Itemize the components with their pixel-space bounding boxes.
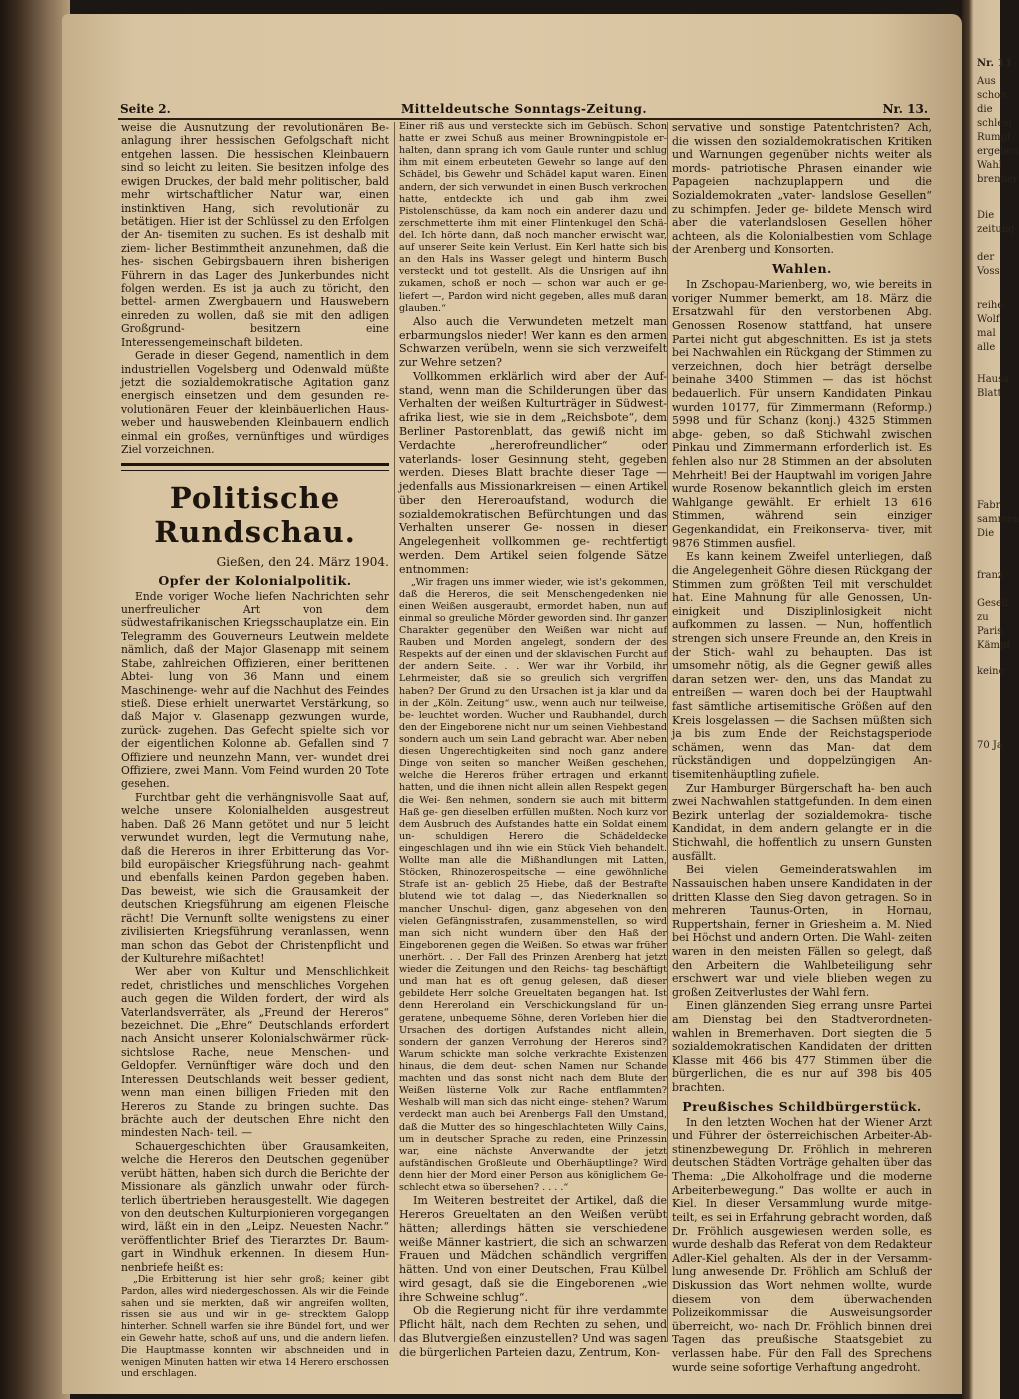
- fragment: Wahl: [977, 160, 1003, 171]
- fragment: mal: [977, 328, 996, 339]
- fragment: die: [977, 104, 993, 115]
- fragment: sammen: [977, 514, 1019, 525]
- paragraph: weise die Ausnutzung der revolutionären Be- anlagung ihrer hessischen Gefolgschaft nicht entgehen lassen. Die hessischen Kleinbauern sind so leicht zu leiten. Sie besitzen infolge des ewigen Druckes, der bald mehr politischer, bald mehr wirtschaftlicher Natur war, einen instinktiven Hang, sich revolutionär zu betätigen. Hier ist der Schlüssel zu den Erfolgen der An- tisemiten zu suchen. Es ist deshalb mit ziem- licher Bestimmtheit anzunehmen, daß die hes- sischen Gebirgsbauern ihren bisherigen Führern in das Lager des Junkerbundes nicht folgen werden. Es ist ja auch zu töricht, den bettel- armen Zwergbauern und Hauswebern einreden zu wollen, daß sie mit den adligen Großgrund- besitzern eine Interessengemeinschaft bildeten.: [121, 121, 389, 349]
- fragment: Fabr: [977, 500, 1001, 511]
- paragraph: servative und sonstige Patentchristen? Ach, die wissen den sozialdemokratischen Kritiken und Warnungen gegenüber nichts weiter als mords- patriotische Phrasen einander wie Papageien nachzuplappern und die Sozialdemokraten „vater- landslose Gesellen“ zu schimpfen. Jeder ge- bildete Mensch wird aber die vaterlandslosen Gesellen höher achteen, als die Kolonialbestien vom Schlage der Arenberg und Konsorten.: [672, 121, 932, 257]
- paragraph: Gerade in dieser Gegend, namentlich in dem industriellen Vogelsberg und Odenwald müßte jetzt die sozialdemokratische Agitation ganz energisch einsetzen und dem gesunden re- volutionären Feuer der kleinbäuerlichen Haus- weber und hauswebenden Kleinbauern endlich einmal ein großes, vernünftiges und würdiges Ziel vorzeichnen.: [121, 349, 389, 457]
- fragment: Nr. 13: [977, 58, 1012, 69]
- fragment: zu: [977, 612, 989, 623]
- section-title: Politische Rundschau.: [154, 480, 356, 549]
- paragraph: Schauergeschichten über Grausamkeiten, welche die Hereros den Deutschen gegenüber verübt hätten, haben sich durch die Berichte der Missionare als gänzlich unwahr oder fürch- terlich übertrieben herausgestellt. Wie dagegen von den deutschen Kulturpionieren vorgegangen wird, läßt ein in den „Leipz. Neuesten Nachr.“ veröffentlichter Brief des Tierarztes Dr. Baum- gart in Windhuk erkennen. In diesem Hun- nenbriefe heißt es:: [121, 1139, 389, 1274]
- paragraph: Ob die Regierung nicht für ihre verdammte Pflicht hält, nach dem Rechten zu sehen, und das Blutvergießen einzustellen? Und was sagen die bürgerlichen Parteien dazu, Zentrum, Kon-: [399, 1304, 667, 1359]
- paragraph: Im Weiteren bestreitet der Artikel, daß die Hereros Greueltaten an den Weißen verübt hätten; allerdings hätten sie verschiedene weiße Männer kastriert, die sich an schwarzen Frauen und Mädchen schändlich vergriffen hätten. Und von einer Deutschen, Frau Külbel wird gesagt, daß sie die Eingeborenen „wie ihre Schweine schlug“.: [399, 1194, 667, 1304]
- quotation: „Wir fragen uns immer wieder, wie ist's gekommen, daß die Hereros, die seit Menschengedenken nie einen Weißen ausgeraubt, ermordet haben, nun auf einmal so greuliche Mörder geworden sind. Ihr ganzer Charakter gegenüber den Weißen war nicht auf Rauben und Morden angelegt, sondern der des Respekts auf der einen und der sklavischen Furcht auf der andern Seite. . . Wer war ihr Vorbild, ihr Lehrmeister, daß sie so greulich sich vergriffen haben? Der Grund zu den Ursachen ist ja klar und da in der „Köln. Zeitung“ usw., wenn auch nur teilweise, be- leuchtet worden. Wucher und Raubhandel, durch den der Eingeborene nicht nur um seinen Viehbestand sondern auch um sein Land gebracht war. Aber neben diesen Ungerechtigkeiten sind noch ganz andere Dinge von seiten so mancher Weißen geschehen, welche die Hereros früher ertragen und erkannt hatten, und die ihnen nicht allein allen Respekt gegen die Wei- ßen nehmen, sondern sie auch mit bitterm Haß ge- gen dieselben erfüllen mußten. Noch kurz vor dem Ausbruch des Aufstandes hatte ein Soldat einem un- schuldigen Herero die Schädeldecke eingeschlagen und ihn wie ein Stück Vieh behandelt. Wollte man alle die Mißhandlungen mit Latten, Stöcken, Rhinozerospeitsche — eine gewöhnliche Strafe ist an- geblich 25 Hiebe, daß der Bestrafte blutend wie tot dalag —, das Niederknallen so mancher Unschul- digen, ganz abgesehen von den vielen Gefängnisstrafen, zusammenstellen, so wird man sich nicht wundern über den Haß der Eingeborenen gegen die Weißen. So etwas war früher unerhört. . . Der Fall des Prinzen Arenberg hat jetzt wieder die Zeitungen und den Reichs- tag beschäftigt und man hat es oft genug gelesen, daß dieser gebildete Herr solche Greueltaten begangen hat. Ist denn Hereroland ein Verschickungsland für un- geratene, unbequeme Söhne, deren Vorleben hier die Ursachen des dortigen Aufstandes nicht allein, sondern der ganzen Verrohung der Hereros sind? Warum schickte man solche verkrachte Existenzen hinaus, die dem deut- schen Namen nur Schande machten und das sonst nicht nach dem Blute der Weißen lüsterne Volk zur Rache entflammten? Weshalb will man sich das nicht einge- stehen? Warum verdeckt man auch bei Arenbergs Fall den Umstand, daß die Mutter des so hingeschlachteten Willy Cains, um in deutscher Sprache zu reden, eine Prinzessin war, eine nächste Anverwandte der jetzt aufständischen Großleute und Oberhäuptlinge? Wird denn hier der Mord einer Person aus königlichem Ge- schlecht etwa so übersehen? . . . .“: [399, 576, 667, 1194]
- paragraph: In den letzten Wochen hat der Wiener Arzt und Führer der österreichischen Arbeiter-Ab- stinenzbewegung Dr. Fröhlich in mehreren deutschen Städten Vorträge gehalten über das Thema: „Die Alkoholfrage und die moderne Arbeiterbewegung.“ Das wollte er auch in Kiel. In dieser Versammlung wurde mitge- teilt, es sei in Erfahrung gebracht worden, daß Dr. Fröhlich ausgewiesen werden solle, es wurde deshalb das Referat von dem Redakteur Adler-Kiel gehalten. Als der in der Versamm- lung anwesende Dr. Fröhlich am Schluß der Diskussion das Wort nehmen wollte, wurde diesem von dem überwachenden Polizeikommissar die Ausweisungsorder überreicht, wo- nach Dr. Fröhlich binnen drei Tagen das preußische Staatsgebiet zu verlassen habe. Für den Fall des Sprechens wurde seine sofortige Verhaftung angedroht.: [672, 1115, 932, 1374]
- fragment: Die: [977, 528, 995, 539]
- paragraph: Zur Hamburger Bürgerschaft ha- ben auch zwei Nachwahlen stattgefunden. In dem einen Bezirk unterlag der sozialdemokra- tische Kandidat, in dem andern gelangte er in die Stichwahl, die hoffentlich zu unsern Gunsten ausfällt.: [672, 781, 932, 863]
- book-gutter: [0, 0, 70, 1399]
- paragraph: Wer aber von Kultur und Menschlichkeit redet, christliches und menschliches Vorgehen auch gegen die Wilden fordert, der wird als Vaterlandsverräter, als „Freund der Hereros“ bezeichnet. Die „Ehre“ Deutschlands erfordert nach Ansicht unserer Kolonialschwärmer rück- sichtslose Rache, neue Menschen- und Geldopfer. Vernünftiger wäre doch und den Interessen Deutschlands weit besser gedient, wenn man einen billigen Frieden mit den Hereros zu Stande zu bringen suchte. Das brächte auch der deutschen Ehre nicht den mindesten Nach- teil. —: [121, 965, 389, 1140]
- fragment: Blatt: [977, 388, 1002, 399]
- fragment: zeitung: [977, 224, 1015, 235]
- fragment: brenner: [977, 174, 1018, 185]
- column-3: [672, 121, 932, 1374]
- fragment: Voss: [977, 266, 1000, 277]
- fragment: Gesell: [977, 598, 1009, 609]
- fragment: keine: [977, 666, 1005, 677]
- fragment: Wolf: [977, 314, 1000, 325]
- quotation: „Die Erbitterung ist hier sehr groß; keiner gibt Pardon, alles wird niedergeschossen. Als wir die Feinde sahen und sie merkten, daß wir angreifen wollten, rissen sie aus und wir in ge- strecktem Galopp hinterher. Schnell warfen sie ihre Bündel fort, und wer ein Gewehr hatte, schoß auf uns, und die andern liefen. Die Hauptmasse konnten wir abschneiden und in wenigen Minuten hatten wir etwa 14 Herero erschossen und erschlagen.: [121, 1274, 389, 1380]
- paragraph: Es kann keinem Zweifel unterliegen, daß die Angelegenheit Göhre diesen Rückgang der Stimmen zum größten Teil mit verschuldet hat. Eine Mahnung für alle Genossen, Un- einigkeit und Disziplinlosigkeit nicht aufkommen zu lassen. — Nun, hoffentlich strengen sich unsere Freunde an, den Kreis in der Stich- wahl zu behaupten. Das ist umsomehr nötig, als die Gegner gewiß alles daran setzen wer- den, uns das Mandat zu entreißen — waren doch bei der Hauptwahl fast sämtliche artisemitische Größen auf den Kreis losgelassen — die Sachsen müßten sich ja bis zum Ende der Reichstagsperiode schämen, wenn das Man- dat dem rückständigen und doppelzüngigen An- tisemitenhäuptling zufiele.: [672, 550, 932, 782]
- paragraph: Ende voriger Woche liefen Nachrichten sehr unerfreulicher Art von dem südwestafrikanischen Kriegsschauplatze ein. Ein Telegramm des Gouverneurs Leutwein meldete nämlich, daß der Major Glasenapp mit seinem Stabe, zahlreichen Offizieren, einer berittenen Abtei- lung von 36 Mann und einem Maschinenge- wehr auf die Nachhut des Feindes stieß. Diese erhielt unerwartet Verstärkung, so daß Major v. Glasenapp gezwungen wurde, zurück- zugehen. Das Gefecht spielte sich vor der eigentlichen Kolonne ab. Gefallen sind 7 Offiziere und neunzehn Mann, ver- wundet drei Offiziere, zwei Mann. Vom Feind wurden 20 Tote gesehen.: [121, 589, 389, 791]
- paragraph: Vollkommen erklärlich wird aber der Auf- stand, wenn man die Schilderungen über das Verhalten der weißen Kulturträger in Südwest- afrika liest, wie sie in dem „Reichsbote“, dem Berliner Pastorenblatt, das gewiß nicht im Verdachte „hererofreundlicher“ oder vaterlands- loser Gesinnung steht, gegeben werden. Dieses Blatt brachte dieser Tage — jedenfalls aus Missionarkreisen — einen Artikel über den Hereroaufstand, wodurch die sozialdemokratischen Befürchtungen und das Verhalten unserer Ge- nossen in dieser Angelegenheit vollkommen ge- rechtfertigt werden. Dem Artikel seien folgende Sätze entnommen:: [399, 369, 667, 576]
- column-divider: [394, 122, 395, 1342]
- column-2: [399, 121, 667, 1360]
- paragraph: Bei vielen Gemeinderatswahlen im Nassauischen haben unsere Kandidaten in der dritten Klasse den Sieg davon getragen. So in mehreren Taunus-Orten, in Hornau, Ruppertshain, ferner in Griesheim a. M. Nied bei Höchst und andern Orten. Die Wahl- zeiten waren in den meisten Fällen so gelegt, daß den Arbeitern die Wahlbeteiligung sehr erschwert war und viele blieben wegen zu großen Zeitverlustes der Wahl fern.: [672, 863, 932, 999]
- fragment: 70 Ja: [977, 740, 1003, 751]
- next-page-edge: [962, 0, 1019, 1399]
- fragment: alle: [977, 342, 996, 353]
- issue-number: Nr. 13.: [882, 102, 928, 116]
- header-rule: [118, 118, 930, 120]
- fragment: schlesi: [977, 118, 1012, 129]
- newspaper-title: Mitteldeutsche Sonntags-Zeitung.: [400, 102, 648, 116]
- paragraph: Also auch die Verwundeten metzelt man erbarmungslos nieder! Wer kann es den armen Schwarzen verübeln, wenn sie sich verzweifelt zur Wehre setzen?: [399, 314, 667, 370]
- article-heading: Preußisches Schildbürgerstück.: [682, 1098, 922, 1114]
- fragment: reihe: [977, 300, 1004, 311]
- column-divider: [667, 122, 668, 1342]
- paragraph: In Zschopau-Marienberg, wo, wie bereits in voriger Nummer bemerkt, am 18. März die Ersatzwahl für den verstorbenen Abg. Genossen Rosenow stattfand, hat unsere Partei nicht gut abgeschnitten. Es ist ja stets bei Nachwahlen ein Rückgang der Stimmen zu verzeichnen, doch hier beträgt derselbe beinahe 3400 Stimmen — das ist höchst bedauerlich. Für unsern Kandidaten Pinkau wurden 10177, für Zimmermann (Reformp.) 5998 und für Schanz (konj.) 4325 Stimmen abge- geben, so daß Stichwahl zwischen Pinkau und Zimmermann erforderlich ist. Es fehlen also nur 28 Stimmen an der absoluten Mehrheit! Bei der Hauptwahl im vorigen Jahre wurde Rosenow bekanntlich gleich im ersten Wahlgange gewählt. Er erhielt 13 616 Stimmen, während sein einziger Gegenkandidat, ein Freikonserva- tiver, mit 9876 Stimmen ausfiel.: [672, 278, 932, 550]
- paragraph: Furchtbar geht die verhängnisvolle Saat auf, welche unsere Kolonialhelden ausgestreut haben. Daß 26 Mann getötet und nur 5 leicht verwundet wurden, legt die Vermutung nahe, daß die Hereros in ihrer Erbitterung das Vor- bild europäischer Kriegsführung nach- geahmt und ebenfalls keinen Pardon gegeben haben. Das beweist, wie sich die Grausamkeit der deutschen Kriegsführung am eigenen Fleische rächt! Die Vernunft sollte wenigstens zu einer zivilisierten Kriegsführung veranlassen, wenn man schon das Gebot der Christenpflicht und der Kulturehre mißachtet!: [121, 790, 389, 965]
- fragment: ergeben: [977, 146, 1019, 157]
- paragraph: Einen glänzenden Sieg errang unsre Partei am Dienstag bei den Stadtverordneten- wahlen in Bremerhaven. Dort siegten die 5 sozialdemokratischen Kandidaten der dritten Klasse mit 466 bis 477 Stimmen über die bürgerlichen, die es nur auf 398 bis 405 brachten.: [672, 999, 932, 1095]
- fragment: franz: [977, 570, 1004, 581]
- section-rule: [121, 463, 389, 471]
- fragment: Aus: [977, 76, 996, 87]
- article-heading: Wahlen.: [772, 261, 832, 277]
- fragment: Rumpf: [977, 132, 1011, 143]
- fragment: Kämpf: [977, 640, 1011, 651]
- fragment: Die: [977, 210, 995, 221]
- page-header: [120, 100, 928, 120]
- fragment: Paris: [977, 626, 1003, 637]
- article-heading: Opfer der Kolonialpolitik.: [158, 572, 352, 588]
- fragment: schon: [977, 90, 1007, 101]
- fragment: der: [977, 252, 995, 263]
- dateline: Gießen, den 24. März 1904.: [216, 554, 389, 569]
- page-number: Seite 2.: [120, 102, 171, 116]
- quotation: Einer riß aus und versteckte sich im Gebüsch. Schon hatte er zwei Schuß aus meiner Browningpistole er- halten, dann sprang ich vom Gaule runter und schlug ihm mit einem erbeuteten Gewehr so lange auf den Schädel, bis Gewehr und Schädel kaput waren. Einen andern, der sich verwundet in einen Busch verkrochen hatte, entdeckte ich und gab ihm zwei Pistolenschüsse, da kam noch ein anderer dazu und zerschmetterte ihm mit einer Flintenkugel den Schä- del. Ich hörte dann, daß noch mancher erwischt war, auf unserer Seite kein Verlust. Ein Kerl hatte sich bis an den Hals ins Wasser gelegt und hinterm Busch versteckt und tot gestellt. Als die Unsrigen auf ihn zukamen, schoß er noch — schon war auch er ge- liefert —, Pardon wird nicht gegeben, alles muß daran glauben.“: [399, 121, 667, 314]
- column-1: [121, 121, 389, 1380]
- fragment: Hausa: [977, 374, 1010, 385]
